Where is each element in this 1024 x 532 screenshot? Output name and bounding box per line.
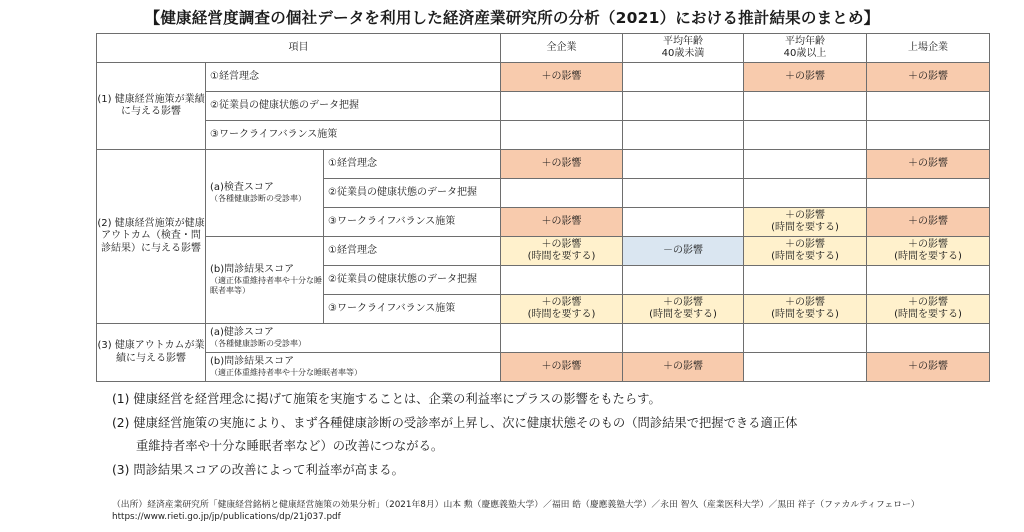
item-text: ③ワークライフバランス施策	[328, 215, 456, 227]
effect-cell	[867, 295, 990, 324]
header-label: 項目	[288, 41, 309, 53]
effect-value: ＋の影響	[541, 70, 582, 82]
effect-value: ＋の影響	[541, 360, 582, 372]
item-label	[206, 92, 501, 121]
section-label-text: (1) 健康経営施策が業績に与える影響	[97, 93, 205, 117]
table-row	[97, 237, 990, 266]
effect-cell	[867, 237, 990, 266]
effect-value: ＋の影響 (時間を要する)	[771, 209, 839, 233]
effect-cell	[623, 150, 744, 179]
item-label	[324, 295, 501, 324]
effect-cell	[501, 353, 623, 382]
section-label-text: (2) 健康経営施策が健康アウトカム（検査・問診結果）に与える影響	[97, 217, 205, 254]
header-all	[501, 34, 623, 63]
effect-cell	[623, 353, 744, 382]
effect-cell	[744, 150, 867, 179]
effect-cell	[744, 92, 867, 121]
header-label: 全企業	[546, 41, 577, 53]
sub-label	[206, 237, 324, 324]
item-label	[206, 121, 501, 150]
effect-cell	[744, 179, 867, 208]
table-row	[97, 324, 990, 353]
effect-cell	[501, 237, 623, 266]
sub-label-detail: （各種健康診断の受診率）	[210, 339, 306, 349]
header-item	[97, 34, 501, 63]
effect-cell	[867, 150, 990, 179]
header-listed	[867, 34, 990, 63]
item-label	[324, 150, 501, 179]
notes	[112, 388, 797, 482]
table-row	[97, 150, 990, 179]
page-title: 【健康経営度調査の個社データを利用した経済産業研究所の分析（2021）における推計結果のまとめ】	[144, 9, 880, 27]
table-row	[97, 121, 990, 150]
note-2-continued: 重維持者率や十分な睡眠者率など）の改善につながる。	[136, 439, 444, 453]
item-label	[206, 63, 501, 92]
effect-value: ＋の影響 (時間を要する)	[649, 296, 717, 320]
effect-cell	[501, 150, 623, 179]
section-label	[97, 324, 206, 382]
effect-cell	[623, 121, 744, 150]
effect-value: ＋の影響	[908, 360, 948, 372]
table-row	[97, 63, 990, 92]
header-label: 平均年齢	[663, 35, 703, 47]
item-text: ③ワークライフバランス施策	[210, 128, 338, 140]
effect-value: ＋の影響	[541, 215, 582, 227]
source-line: （出所）経済産業研究所「健康経営銘柄と健康経営施策の効果分析」（2021年8月）山本 勲（慶應義塾大学）／福田 皓（慶應義塾大学）／永田 智久（産業医科大学）／黒田 祥子（ファカルティフェロー）	[112, 500, 920, 510]
header-label: 40歳未満	[661, 48, 705, 59]
effect-value: ＋の影響	[908, 70, 948, 82]
effect-value: ＋の影響	[785, 70, 825, 82]
effect-cell	[867, 179, 990, 208]
item-label	[324, 266, 501, 295]
item-label	[324, 208, 501, 237]
item-text: ③ワークライフバランス施策	[328, 302, 456, 314]
effect-value: ＋の影響	[663, 360, 703, 372]
effect-cell	[867, 92, 990, 121]
effect-cell	[623, 237, 744, 266]
item-text: ②従業員の健康状態のデータ把握	[328, 273, 477, 285]
effect-value: ＋の影響 (時間を要する)	[894, 238, 962, 262]
effect-cell	[501, 121, 623, 150]
effect-cell	[623, 63, 744, 92]
note-1: (1) 健康経営を経営理念に掲げて施策を実施することは、企業の利益率にプラスの影響をもたらす。	[112, 392, 661, 406]
effect-cell	[867, 121, 990, 150]
section-label	[97, 150, 206, 324]
table-row	[97, 92, 990, 121]
effect-cell	[623, 92, 744, 121]
effect-cell	[501, 295, 623, 324]
header-row	[97, 34, 990, 63]
sub-label	[206, 150, 324, 237]
item-text: ①経営理念	[328, 157, 377, 169]
item-text: ②従業員の健康状態のデータ把握	[210, 99, 359, 111]
effect-value: ＋の影響 (時間を要する)	[527, 296, 596, 320]
effect-value: ＋の影響 (時間を要する)	[771, 296, 839, 320]
header-label: 上場企業	[908, 41, 948, 53]
effect-cell	[623, 179, 744, 208]
table-row	[97, 353, 990, 382]
sub-label-name: (a)健診スコア	[210, 326, 274, 338]
effect-cell	[623, 295, 744, 324]
note-2: (2) 健康経営施策の実施により、まず各種健康診断の受診率が上昇し、次に健康状態そのもの（問診結果で把握できる適正体	[112, 415, 798, 430]
effect-value: ＋の影響	[908, 215, 948, 227]
header-label: 40歳以上	[783, 48, 827, 59]
sub-label-name: (a)検査スコア	[210, 181, 274, 193]
effect-cell	[501, 208, 623, 237]
sub-label	[206, 353, 501, 382]
results-table	[96, 33, 990, 382]
effect-value: ＋の影響 (時間を要する)	[527, 238, 596, 262]
effect-cell	[744, 121, 867, 150]
effect-value: ＋の影響	[908, 157, 948, 169]
effect-cell	[623, 208, 744, 237]
source-url[interactable]: https://www.rieti.go.jp/jp/publications/dp/21j037.pdf	[112, 512, 341, 522]
header-under40	[623, 34, 744, 63]
effect-cell	[501, 63, 623, 92]
sub-label-detail: （適正体重維持者率や十分な睡眠者率等）	[210, 368, 362, 378]
effect-cell	[744, 63, 867, 92]
effect-value: ＋の影響 (時間を要する)	[771, 238, 839, 262]
item-text: ①経営理念	[210, 70, 259, 82]
source-citation	[112, 499, 920, 523]
effect-cell	[501, 324, 623, 353]
effect-cell	[867, 63, 990, 92]
sub-label	[206, 324, 501, 353]
item-text: ②従業員の健康状態のデータ把握	[328, 186, 477, 198]
item-label	[324, 179, 501, 208]
effect-cell	[623, 324, 744, 353]
effect-cell	[867, 266, 990, 295]
effect-cell	[744, 266, 867, 295]
sub-label-name: (b)問診結果スコア	[210, 355, 295, 367]
header-label: 平均年齢	[785, 35, 825, 47]
effect-cell	[501, 266, 623, 295]
effect-cell	[623, 266, 744, 295]
effect-cell	[867, 353, 990, 382]
effect-value: ＋の影響 (時間を要する)	[894, 296, 962, 320]
effect-value: ＋の影響	[541, 157, 582, 169]
effect-cell	[867, 208, 990, 237]
sub-label-name: (b)問診結果スコア	[210, 263, 295, 275]
item-label	[324, 237, 501, 266]
effect-cell	[744, 295, 867, 324]
item-text: ①経営理念	[328, 244, 377, 256]
sub-label-detail: （各種健康診断の受診率）	[210, 194, 306, 204]
section-label-text: (3) 健康アウトカムが業績に与える影響	[97, 340, 205, 364]
header-over40	[744, 34, 867, 63]
sub-label-detail: （適正体重維持者率や十分な睡眠者率等）	[210, 276, 322, 296]
effect-cell	[744, 324, 867, 353]
effect-value: －の影響	[663, 244, 703, 256]
effect-cell	[501, 92, 623, 121]
note-3: (3) 問診結果スコアの改善によって利益率が高まる。	[112, 462, 404, 477]
effect-cell	[744, 208, 867, 237]
section-label	[97, 63, 206, 150]
effect-cell	[501, 179, 623, 208]
effect-cell	[867, 324, 990, 353]
effect-cell	[744, 353, 867, 382]
effect-cell	[744, 237, 867, 266]
